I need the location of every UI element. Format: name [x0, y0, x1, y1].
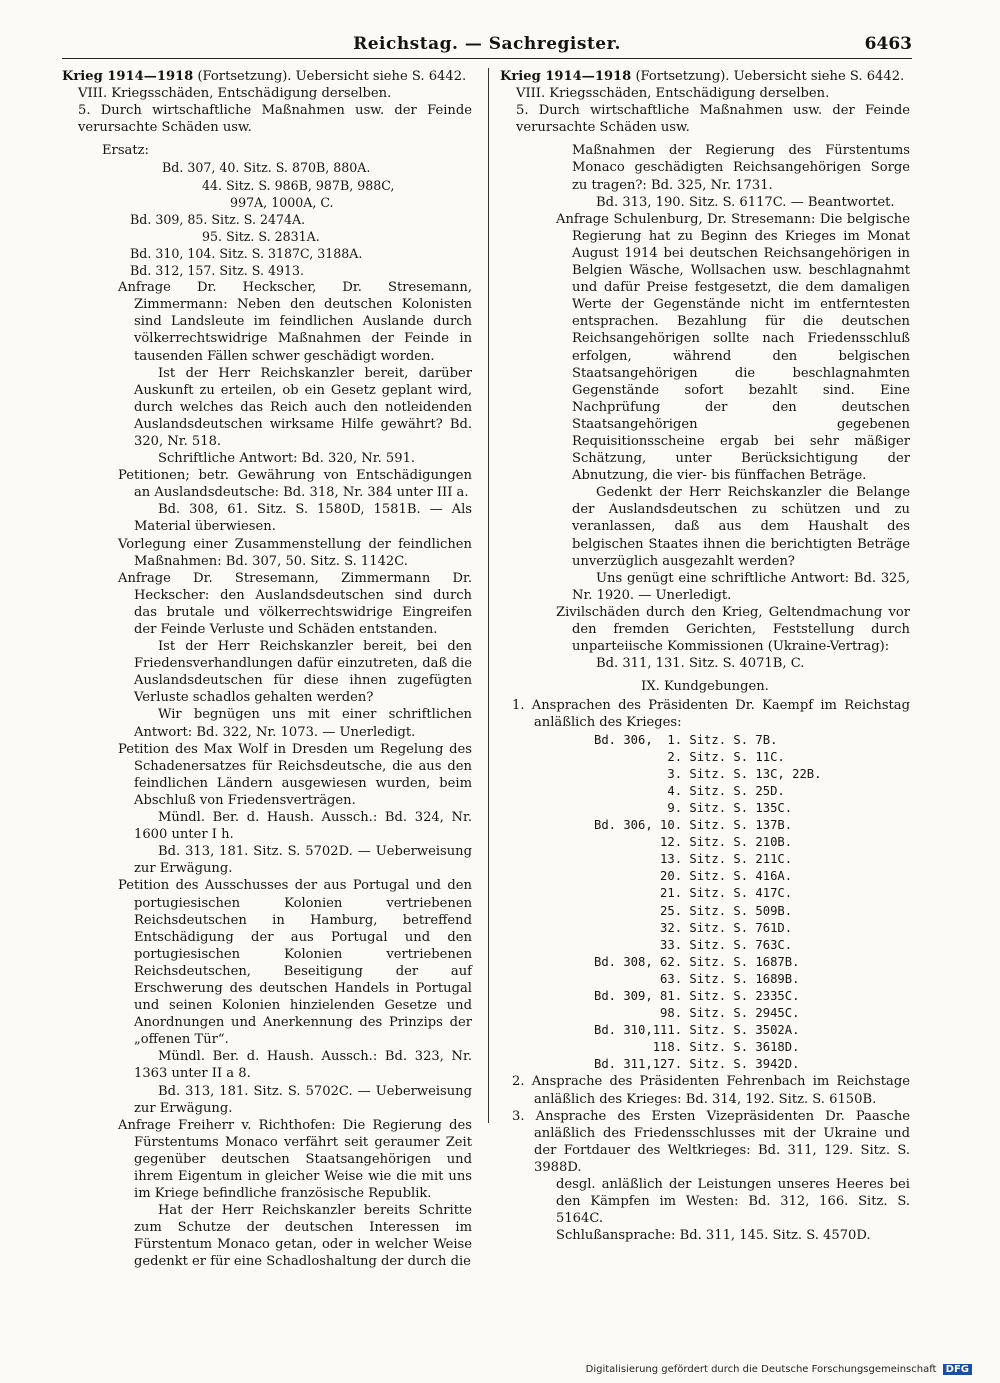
list-item: Bd. 310,111. Sitz. S. 3502A.	[594, 1023, 800, 1038]
entry-text: Bd. 313, 181. Sitz. S. 5702D. — Ueberweisung zur Erwägung.	[134, 844, 472, 877]
list-item: 3. Sitz. S. 13C, 22B.	[594, 766, 822, 781]
list-item: 997A, 1000A, C.	[162, 194, 334, 210]
entry-text: Schlußansprache: Bd. 311, 145. Sitz. S. 4570D.	[556, 1228, 871, 1244]
list-item: 63. Sitz. S. 1689B.	[594, 971, 800, 986]
entry-text: desgl. anläßlich der Leistungen unseres Heeres bei den Kämpfen im Westen: Bd. 312, 166. Sitz. S. 5164C.	[556, 1177, 910, 1227]
entry: Anfrage Freiherr v. Richthofen: Die Regierung des Fürstentums Monaco verfährt seit geraumer Zeit gegenüber deutschen Staatsangehörigen und ihrem Eigentum in gleicher Weise wie die mit uns im Kriege befindliche französische Republik.	[118, 1117, 472, 1202]
list-item: Bd. 306, 10. Sitz. S. 137B.	[594, 818, 793, 833]
numbered-entry: 3. Ansprache des Ersten Vizepräsidenten Dr. Paasche anläßlich des Friedensschlusses mit der Ukraine und der Fortdauer des Weltkrieges: Bd. 311, 129. Sitz. S. 3988D.	[512, 1108, 910, 1175]
list-item: Bd. 307, 40. Sitz. S. 870B, 880A.	[162, 160, 371, 176]
entry-text: Hat der Herr Reichskanzler bereits Schritte zum Schutze der deutschen Interessen im Fürstentum Monaco getan, oder in welcher Weise gedenkt er für eine Schadloshaltung der durch die	[134, 1203, 472, 1270]
list-item: 95. Sitz. S. 2831A.	[162, 228, 320, 244]
entry: Anfrage Dr. Stresemann, Zimmermann Dr. Heckscher: den Auslandsdeutschen sind durch das brutale und völkerrechtswidrige Eingreifen der Feinde Verluste und Schäden entstanden.	[118, 570, 472, 637]
list-item: 118. Sitz. S. 3618D.	[594, 1040, 800, 1055]
section-heading: Krieg 1914—1918 (Fortsetzung). Uebersicht siehe S. 6442.	[62, 69, 467, 84]
entry-text: Wir begnügen uns mit einer schriftlichen Antwort: Bd. 322, Nr. 1073. — Unerledigt.	[134, 707, 472, 740]
entry: Zivilschäden durch den Krieg, Geltendmachung vor den fremden Gerichten, Feststellung durch unparteiische Kommissionen (Ukraine-Vertrag):	[556, 604, 910, 655]
digitization-credit	[586, 1364, 972, 1375]
entry-text: Ist der Herr Reichskanzler bereit, bei den Friedensverhandlungen dafür einzutreten, daß die Auslandsdeutschen für diese ihnen zugefügten Verluste schadlos gehalten werden?	[134, 639, 472, 706]
entry-text: Gedenkt der Herr Reichskanzler die Belange der Auslandsdeutschen zu schützen und zu veranlassen, daß aus dem Haushalt des belgischen Staates ihnen die berichtigten Beträge unverzüglich ausgezahlt werden?	[572, 485, 910, 569]
list-item: 13. Sitz. S. 211C.	[594, 852, 793, 867]
subheading: VIII. Kriegsschäden, Entschädigung derselben.	[516, 86, 830, 102]
sitzung-list	[500, 732, 910, 1074]
list-item: 98. Sitz. S. 2945C.	[594, 1006, 800, 1021]
right-column	[500, 68, 910, 1244]
entry: Anfrage Dr. Heckscher, Dr. Stresemann, Zimmermann: Neben den deutschen Kolonisten sind Landsleute im feindlichen Auslande durch völkerrechtswidrige Maßnahmen der Feinde in tausenden Fällen schwer geschädigt worden.	[118, 280, 472, 364]
entry-text: Mündl. Ber. d. Haush. Aussch.: Bd. 324, Nr. 1600 unter I h.	[134, 810, 472, 843]
dfg-logo: DFG	[943, 1364, 972, 1375]
credit-text: Digitalisierung gefördert durch die Deutsche Forschungsgemeinschaft	[585, 1364, 937, 1375]
numbered-entry: 2. Ansprache des Präsidenten Fehrenbach im Reichstage anläßlich des Krieges: Bd. 314, 192. Sitz. S. 6150B.	[512, 1074, 910, 1107]
list-item: 12. Sitz. S. 210B.	[594, 835, 793, 850]
section-title: IX. Kundgebungen.	[641, 679, 769, 695]
entry-text: Mündl. Ber. d. Haush. Aussch.: Bd. 323, Nr. 1363 unter II a 8.	[134, 1049, 472, 1082]
column-divider	[488, 68, 489, 1123]
list-item: 21. Sitz. S. 417C.	[594, 886, 793, 901]
entry: Petitionen; betr. Gewährung von Entschädigungen an Auslandsdeutsche: Bd. 318, Nr. 384 unter III a.	[118, 468, 472, 501]
list-item: 32. Sitz. S. 761D.	[594, 920, 793, 935]
list-item: Bd. 306, 1. Sitz. S. 7B.	[594, 732, 778, 747]
left-column	[62, 68, 472, 1271]
list-item: Bd. 310, 104. Sitz. S. 3187C, 3188A.	[110, 245, 363, 261]
list-item: 33. Sitz. S. 763C.	[594, 937, 793, 952]
entry-text: Uns genügt eine schriftliche Antwort: Bd. 325, Nr. 1920. — Unerledigt.	[572, 570, 910, 603]
subheading: VIII. Kriegsschäden, Entschädigung derselben.	[78, 86, 392, 102]
list-item: 20. Sitz. S. 416A.	[594, 869, 793, 884]
list-item: 4. Sitz. S. 25D.	[594, 783, 785, 798]
entry-text: Bd. 308, 61. Sitz. S. 1580D, 1581B. — Als Material überwiesen.	[134, 502, 472, 535]
ersatz-list	[62, 159, 472, 279]
subheading: 5. Durch wirtschaftliche Maßnahmen usw. der Feinde verursachte Schäden usw.	[78, 103, 472, 136]
entry-text: Ist der Herr Reichskanzler bereit, darüber Auskunft zu erteilen, ob ein Gesetz geplant wird, durch welches das Reich auch den notleidenden Auslandsdeutschen wirksame Hilfe gewährt? Bd. 320, Nr. 518.	[134, 365, 472, 449]
page-header	[62, 30, 912, 59]
running-title: Reichstag. — Sachregister.	[353, 34, 621, 54]
entry: Anfrage Schulenburg, Dr. Stresemann: Die belgische Regierung hat zu Beginn des Krieges im Monat August 1914 bei deutschen Reichsangehörigen in Belgien Wäsche, Wollsachen usw. beschlagnahmt und dafür Preise festgesetzt, die dem damaligen Werte der Gegenstände nicht im entferntesten entsprachen. Bezahlung für die deutschen Reichsangehörigen sollte nach Friedensschluß erfolgen, während den belgischen Staatsangehörigen die beschlagnahmten Gegenstände sofort bezahlt sind. Eine Nachprüfung der den deutschen Staatsangehörigen gegebenen Requisitionsscheine ergab bei sehr mäßiger Schätzung, unter Berücksichtigung der Abnutzung, die vier- bis fünffachen Beträge.	[556, 211, 910, 484]
list-item: 9. Sitz. S. 135C.	[594, 800, 793, 815]
subheading: 5. Durch wirtschaftliche Maßnahmen usw. der Feinde verursachte Schäden usw.	[516, 103, 910, 136]
entry-text: Bd. 311, 131. Sitz. S. 4071B, C.	[596, 656, 805, 672]
entry: Petition des Ausschusses der aus Portugal und den portugiesischen Kolonien vertriebenen Reichsdeutschen in Hamburg, betreffend Entschädigung der aus Portugal und den portugiesischen Kolonien vertriebenen Reichsdeutschen, Beseitigung der auf Erschwerung des deutschen Handels in Portugal und seinen Kolonien hinzielenden Gesetze und Anordnungen und Anerkennung des Prinzips der „offenen Tür“.	[118, 878, 472, 1048]
list-item: Bd. 312, 157. Sitz. S. 4913.	[110, 263, 305, 279]
entry: Petition des Max Wolf in Dresden um Regelung des Schadenersatzes für Reichsdeutsche, die aus den feindlichen Ländern ausgewiesen wurden, beim Abschluß von Friedensverträgen.	[118, 741, 472, 808]
entry-text: Bd. 313, 190. Sitz. S. 6117C. — Beantwortet.	[596, 194, 895, 210]
section-heading: Krieg 1914—1918 (Fortsetzung). Uebersicht siehe S. 6442.	[500, 69, 905, 84]
entry-text: Maßnahmen der Regierung des Fürstentums Monaco geschädigten Reichsangehörigen Sorge zu tragen?: Bd. 325, Nr. 1731.	[572, 143, 910, 193]
entry: Vorlegung einer Zusammenstellung der feindlichen Maßnahmen: Bd. 307, 50. Sitz. S. 1142C.	[118, 536, 472, 569]
entry-text: Schriftliche Antwort: Bd. 320, Nr. 591.	[158, 451, 416, 467]
list-item: 44. Sitz. S. 986B, 987B, 988C,	[162, 177, 395, 193]
ersatz-label: Ersatz:	[102, 143, 149, 159]
list-item: 25. Sitz. S. 509B.	[594, 903, 793, 918]
list-item: 2. Sitz. S. 11C.	[594, 749, 785, 764]
entry-text: Bd. 313, 181. Sitz. S. 5702C. — Ueberweisung zur Erwägung.	[134, 1083, 472, 1116]
list-item: Bd. 311,127. Sitz. S. 3942D.	[594, 1057, 800, 1072]
numbered-entry: 1. Ansprachen des Präsidenten Dr. Kaempf im Reichstag anläßlich des Krieges:	[512, 698, 910, 731]
page-number: 6463	[864, 34, 912, 54]
list-item: Bd. 308, 62. Sitz. S. 1687B.	[594, 954, 800, 969]
list-item: Bd. 309, 85. Sitz. S. 2474A.	[110, 211, 306, 227]
list-item: Bd. 309, 81. Sitz. S. 2335C.	[594, 988, 800, 1003]
